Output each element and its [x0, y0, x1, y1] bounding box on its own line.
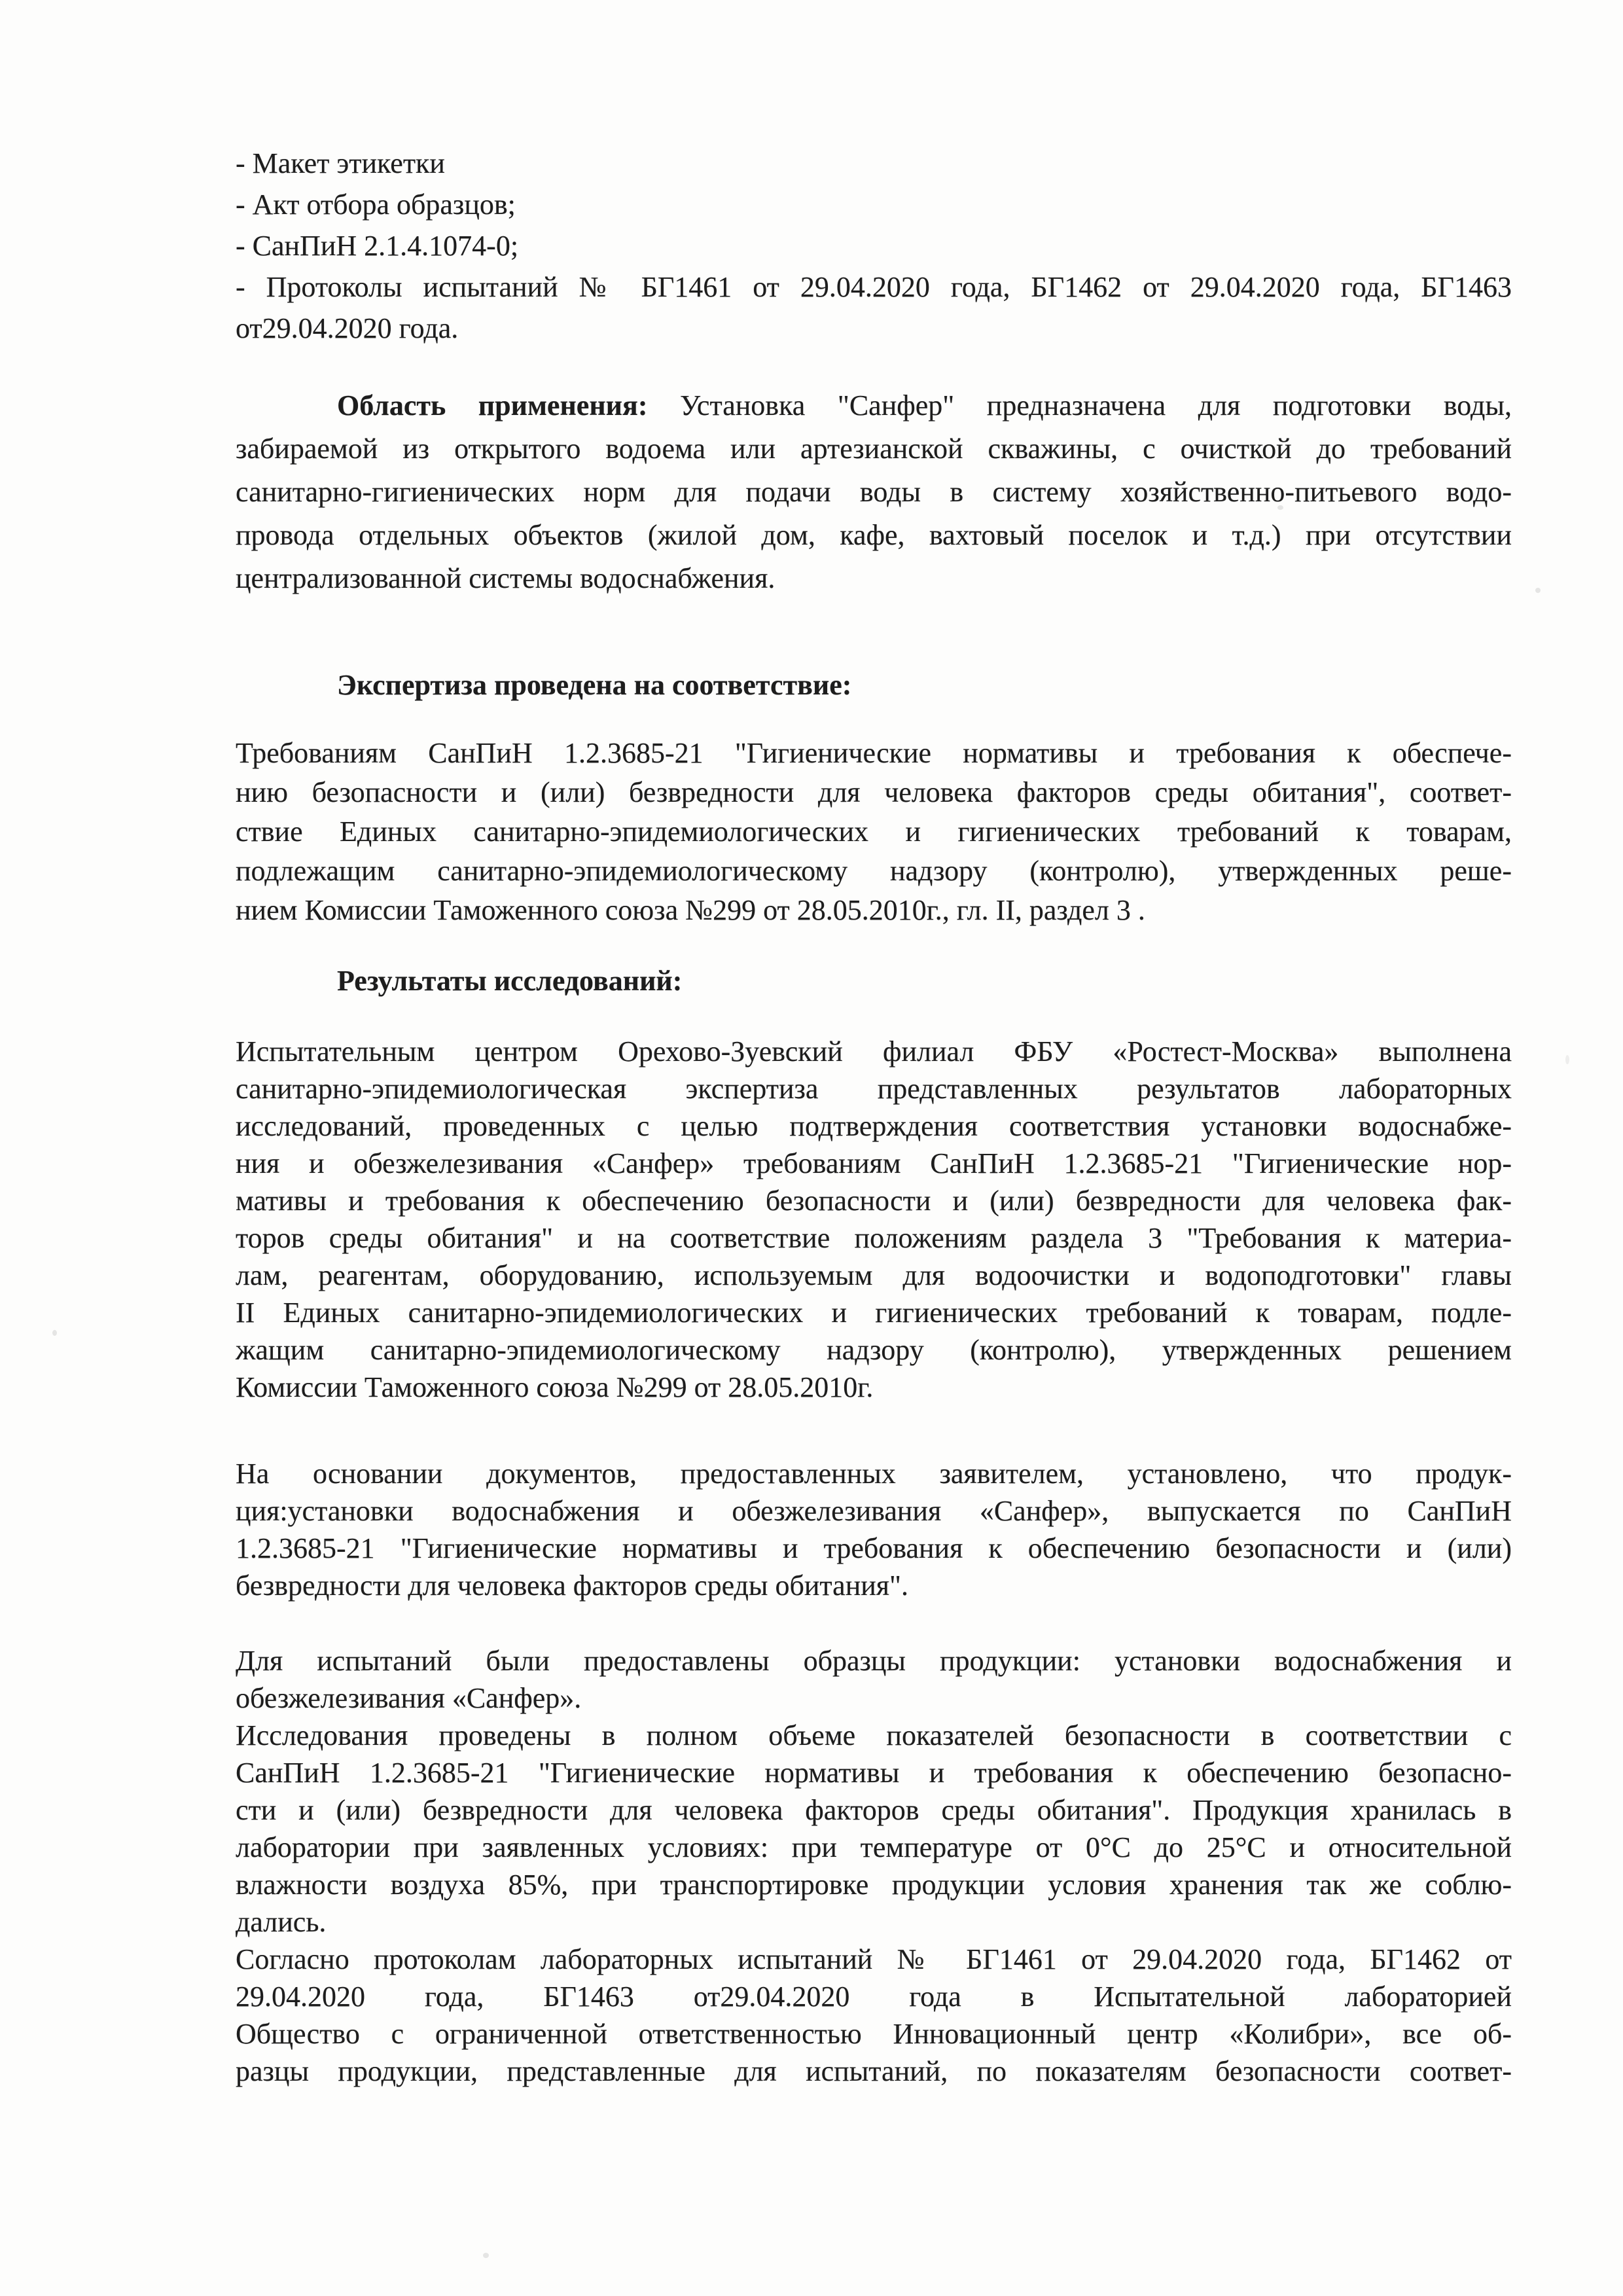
section-heading: Результаты исследований:: [337, 965, 683, 997]
results-paragraph-3: [236, 1642, 1512, 2090]
document-text-column: [236, 0, 1512, 2090]
text-line: Исследования проведены в полном объеме показателей безопасности в соответствии с: [236, 1719, 1512, 1751]
text-line: санитарно-гигиенических норм для подачи воды в систему хозяйственно-питьевого водо-: [236, 476, 1512, 508]
text-line: Согласно протоколам лабораторных испытаний № БГ1461 от 29.04.2020 года, БГ1462 от: [236, 1943, 1512, 1975]
text-line: централизованной системы водоснабжения.: [236, 562, 776, 594]
text-line: исследований, проведенных с целью подтверждения соответствия установки водоснабже-: [236, 1110, 1512, 1142]
text-line: санитарно-эпидемиологическая экспертиза представленных результатов лабораторных: [236, 1073, 1512, 1105]
scan-speck: [483, 2253, 489, 2258]
list-item: - Протоколы испытаний № БГ1461 от 29.04.2020 года, БГ1462 от 29.04.2020 года, БГ1463: [236, 271, 1512, 303]
text-line: разцы продукции, представленные для испытаний, по показателям безопасности соответ-: [236, 2055, 1512, 2087]
text-line: Требованиям СанПиН 1.2.3685-21 "Гигиенические нормативы и требования к обеспече-: [236, 737, 1512, 769]
text-line: обезжелезивания «Санфер».: [236, 1682, 582, 1714]
scope-lead-text: Установка "Санфер" предназначена для подготовки воды,: [647, 389, 1512, 422]
list-item: - Акт отбора образцов;: [236, 188, 516, 221]
text-line: II Единых санитарно-эпидемиологических и гигиенических требований к товарам, подле-: [236, 1297, 1512, 1329]
text-line: СанПиН 1.2.3685-21 "Гигиенические нормативы и требования к обеспечению безопасно-: [236, 1757, 1512, 1789]
text-line: На основании документов, предоставленных заявителем, установлено, что продук-: [236, 1458, 1512, 1490]
text-line: Испытательным центром Орехово-Зуевский филиал ФБУ «Ростест-Москва» выполнена: [236, 1035, 1512, 1067]
text-line: лам, реагентам, оборудованию, используемым для водоочистки и водоподготовки" главы: [236, 1259, 1512, 1291]
text-line: безвредности для человека факторов среды обитания".: [236, 1570, 909, 1602]
text-line: ния и обезжелезивания «Санфер» требованиям СанПиН 1.2.3685-21 "Гигиенические нор-: [236, 1147, 1512, 1179]
text-line: мативы и требования к обеспечению безопасности и (или) безвредности для человека фак-: [236, 1185, 1512, 1217]
conformity-paragraph: [236, 734, 1512, 930]
text-line: забираемой из открытого водоема или артезианской скважины, с очисткой до требований: [236, 433, 1512, 465]
text-line: 29.04.2020 года, БГ1463 от29.04.2020 года в Испытательной лабораторией: [236, 1981, 1512, 2013]
results-paragraph-2: [236, 1455, 1512, 1604]
text-line: дались.: [236, 1906, 327, 1938]
list-item: - СанПиН 2.1.4.1074-0;: [236, 230, 519, 262]
scan-speck: [1277, 505, 1283, 510]
text-line: торов среды обитания" и на соответствие положениям раздела 3 "Требования к материа-: [236, 1222, 1512, 1254]
section-heading: Экспертиза проведена на соответствие:: [337, 669, 852, 701]
text-line: влажности воздуха 85%, при транспортировке продукции условия хранения так же соблю-: [236, 1869, 1512, 1901]
results-paragraph-1: [236, 1033, 1512, 1406]
scan-speck: [1565, 1055, 1569, 1064]
scan-speck: [52, 1330, 57, 1336]
text-line: нию безопасности и (или) безвредности для человека факторов среды обитания", соответ-: [236, 776, 1512, 808]
scope-paragraph: [236, 384, 1512, 600]
text-line: жащим санитарно-эпидемиологическому надзору (контролю), утвержденных решением: [236, 1334, 1512, 1366]
text-line: нием Комиссии Таможенного союза №299 от 28.05.2010г., гл. II, раздел 3 .: [236, 894, 1145, 926]
text-line: 1.2.3685-21 "Гигиенические нормативы и требования к обеспечению безопасности и (или): [236, 1532, 1512, 1564]
text-line: Комиссии Таможенного союза №299 от 28.05.2010г.: [236, 1371, 874, 1403]
results-section-heading-block: [236, 960, 1512, 1001]
text-line: подлежащим санитарно-эпидемиологическому надзору (контролю), утвержденных реше-: [236, 855, 1512, 887]
scan-speck: [1535, 588, 1541, 593]
text-line: ствие Единых санитарно-эпидемиологических и гигиенических требований к товарам,: [236, 816, 1512, 848]
text-line: ция:установки водоснабжения и обезжелезивания «Санфер», выпускается по СанПиН: [236, 1495, 1512, 1527]
text-line: [236, 384, 1512, 427]
list-item: - Макет этикетки: [236, 147, 445, 179]
text-line: лаборатории при заявленных условиях: при температуре от 0°С до 25°С и относительной: [236, 1831, 1512, 1863]
text-line: Для испытаний были предоставлены образцы продукции: установки водоснабжения и: [236, 1645, 1512, 1677]
text-line: провода отдельных объектов (жилой дом, кафе, вахтовый поселок и т.д.) при отсутствии: [236, 519, 1512, 551]
attachments-list: [236, 143, 1512, 349]
text-line: Общество с ограниченной ответственностью Инновационный центр «Колибри», все об-: [236, 2018, 1512, 2050]
list-item-continuation: от29.04.2020 года.: [236, 312, 459, 344]
scope-label: Область применения:: [337, 389, 648, 422]
text-line: сти и (или) безвредности для человека факторов среды обитания". Продукция хранилась в: [236, 1794, 1512, 1826]
conformity-section-heading-block: [236, 664, 1512, 706]
